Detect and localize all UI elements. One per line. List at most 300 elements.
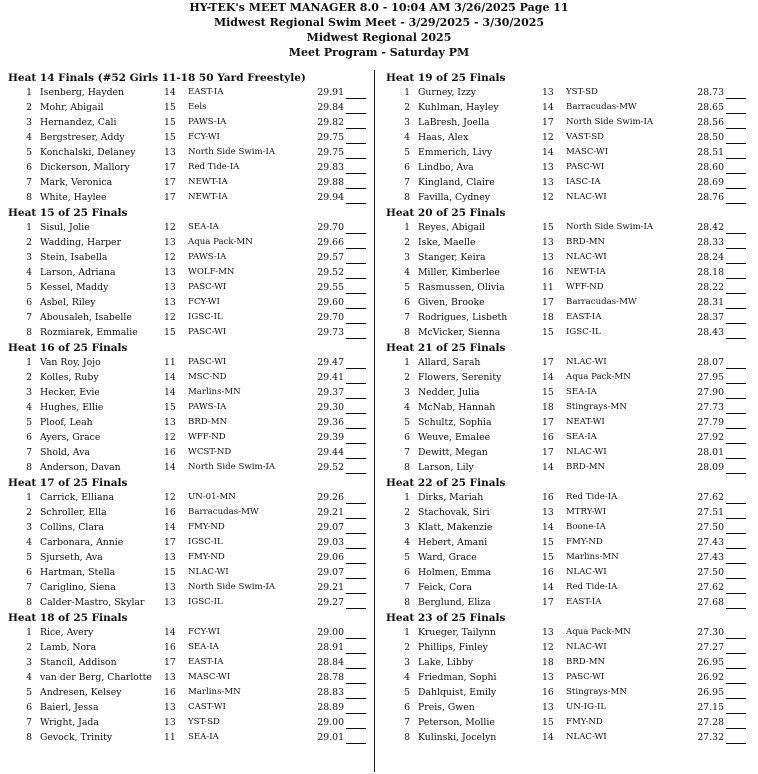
final-time-blank bbox=[346, 278, 366, 279]
lane-number: 8 bbox=[26, 732, 32, 743]
swimmer-name: Hartman, Stella bbox=[40, 567, 116, 578]
swimmer-name: Sisul, Jolie bbox=[40, 222, 90, 233]
team-name: Marlins-MN bbox=[566, 552, 619, 562]
swimmer-age: 13 bbox=[542, 177, 554, 188]
swimmer-age: 13 bbox=[164, 582, 176, 593]
entry-row bbox=[386, 417, 756, 432]
seed-time: 29.66 bbox=[317, 237, 344, 248]
swimmer-name: Peterson, Mollie bbox=[418, 717, 495, 728]
swimmer-age: 14 bbox=[164, 462, 176, 473]
swimmer-name: Asbel, Riley bbox=[40, 297, 96, 308]
seed-time: 27.51 bbox=[697, 507, 724, 518]
right-column bbox=[386, 72, 756, 747]
swimmer-name: Mohr, Abigail bbox=[40, 102, 104, 113]
entry-row bbox=[8, 162, 370, 177]
entry-row bbox=[386, 192, 756, 207]
seed-time: 29.27 bbox=[317, 597, 344, 608]
team-name: North Side Swim-IA bbox=[566, 222, 654, 232]
seed-time: 28.18 bbox=[697, 267, 724, 278]
swimmer-name: Sjurseth, Ava bbox=[40, 552, 103, 563]
swimmer-age: 14 bbox=[164, 387, 176, 398]
swimmer-name: Dickerson, Mallory bbox=[40, 162, 130, 173]
lane-number: 8 bbox=[26, 192, 32, 203]
entry-row bbox=[386, 357, 756, 372]
seed-time: 27.79 bbox=[697, 417, 724, 428]
final-time-blank bbox=[346, 563, 366, 564]
swimmer-age: 13 bbox=[542, 507, 554, 518]
seed-time: 27.68 bbox=[697, 597, 724, 608]
swimmer-name: Krueger, Tailynn bbox=[418, 627, 496, 638]
entry-row bbox=[8, 222, 370, 237]
final-time-blank bbox=[346, 518, 366, 519]
entry-row bbox=[8, 252, 370, 267]
lane-number: 4 bbox=[26, 267, 32, 278]
seed-time: 28.51 bbox=[697, 147, 724, 158]
final-time-blank bbox=[346, 188, 366, 189]
final-time-blank bbox=[726, 713, 746, 714]
final-time-blank bbox=[726, 578, 746, 579]
swimmer-age: 17 bbox=[164, 192, 176, 203]
team-name: IASC-IA bbox=[566, 177, 601, 187]
lane-number: 3 bbox=[26, 657, 32, 668]
swimmer-name: Holmen, Emma bbox=[418, 567, 491, 578]
final-time-blank bbox=[726, 593, 746, 594]
entry-row bbox=[8, 357, 370, 372]
swimmer-name: Ayers, Grace bbox=[40, 432, 101, 443]
seed-time: 29.94 bbox=[317, 192, 344, 203]
seed-time: 29.83 bbox=[317, 162, 344, 173]
swimmer-age: 12 bbox=[542, 642, 554, 653]
final-time-blank bbox=[346, 638, 366, 639]
swimmer-age: 17 bbox=[164, 657, 176, 668]
final-time-blank bbox=[346, 473, 366, 474]
lane-number: 2 bbox=[26, 642, 32, 653]
seed-time: 27.32 bbox=[697, 732, 724, 743]
swimmer-age: 14 bbox=[164, 627, 176, 638]
team-name: NEAT-WI bbox=[566, 417, 605, 427]
swimmer-name: Dahlquist, Emily bbox=[418, 687, 497, 698]
swimmer-age: 13 bbox=[542, 237, 554, 248]
seed-time: 27.62 bbox=[697, 582, 724, 593]
team-name: North Side Swim-IA bbox=[188, 147, 276, 157]
final-time-blank bbox=[726, 233, 746, 234]
lane-number: 7 bbox=[26, 177, 32, 188]
swimmer-name: Berglund, Eliza bbox=[418, 597, 491, 608]
final-time-blank bbox=[346, 398, 366, 399]
swimmer-age: 13 bbox=[164, 672, 176, 683]
swimmer-age: 12 bbox=[164, 492, 176, 503]
team-name: UN-01-MN bbox=[188, 492, 236, 502]
lane-number: 5 bbox=[404, 687, 410, 698]
entry-row bbox=[8, 402, 370, 417]
team-name: FMY-ND bbox=[188, 552, 225, 562]
seed-time: 29.30 bbox=[317, 402, 344, 413]
entry-row bbox=[8, 567, 370, 582]
lane-number: 4 bbox=[26, 132, 32, 143]
meet-title: Midwest Regional Swim Meet - 3/29/2025 - 3/30/2025 bbox=[213, 16, 545, 29]
swimmer-name: Rice, Avery bbox=[40, 627, 94, 638]
swimmer-name: Stanger, Keira bbox=[418, 252, 486, 263]
seed-time: 27.73 bbox=[697, 402, 724, 413]
seed-time: 29.41 bbox=[317, 372, 344, 383]
swimmer-age: 13 bbox=[542, 702, 554, 713]
lane-number: 1 bbox=[26, 87, 32, 98]
seed-time: 28.60 bbox=[697, 162, 724, 173]
seed-time: 27.90 bbox=[697, 387, 724, 398]
swimmer-age: 13 bbox=[542, 672, 554, 683]
team-name: NLAC-WI bbox=[566, 567, 607, 577]
seed-time: 28.73 bbox=[697, 87, 724, 98]
swimmer-name: Rodrigues, Lisbeth bbox=[418, 312, 508, 323]
final-time-blank bbox=[346, 413, 366, 414]
swimmer-age: 16 bbox=[542, 492, 554, 503]
lane-number: 1 bbox=[26, 492, 32, 503]
team-name: MTRY-WI bbox=[566, 507, 607, 517]
swimmer-age: 11 bbox=[542, 282, 554, 293]
swimmer-age: 15 bbox=[542, 222, 554, 233]
swimmer-name: Kingland, Claire bbox=[418, 177, 495, 188]
final-time-blank bbox=[726, 143, 746, 144]
final-time-blank bbox=[726, 413, 746, 414]
entry-row bbox=[8, 702, 370, 717]
swimmer-age: 11 bbox=[164, 357, 176, 368]
team-name: Stingrays-MN bbox=[566, 402, 627, 412]
swimmer-name: Schultz, Sophia bbox=[418, 417, 492, 428]
seed-time: 28.56 bbox=[697, 117, 724, 128]
entry-row bbox=[8, 267, 370, 282]
swimmer-name: Weuve, Emalee bbox=[418, 432, 491, 443]
swimmer-name: Van Roy, Jojo bbox=[40, 357, 101, 368]
swimmer-name: Shold, Ava bbox=[40, 447, 90, 458]
swimmer-age: 13 bbox=[164, 282, 176, 293]
heat-block bbox=[8, 72, 370, 207]
swimmer-name: Rasmussen, Olivia bbox=[418, 282, 505, 293]
entry-row bbox=[386, 222, 756, 237]
lane-number: 5 bbox=[26, 552, 32, 563]
entry-row bbox=[386, 552, 756, 567]
final-time-blank bbox=[726, 503, 746, 504]
lane-number: 5 bbox=[26, 417, 32, 428]
swimmer-name: Ward, Grace bbox=[418, 552, 477, 563]
seed-time: 29.36 bbox=[317, 417, 344, 428]
team-name: Aqua Pack-MN bbox=[188, 237, 253, 247]
seed-time: 26.95 bbox=[697, 687, 724, 698]
final-time-blank bbox=[726, 173, 746, 174]
entry-row bbox=[8, 282, 370, 297]
team-name: FCY-WI bbox=[188, 132, 220, 142]
swimmer-age: 15 bbox=[542, 537, 554, 548]
heat-title: Heat 20 of 25 Finals bbox=[386, 207, 506, 219]
seed-time: 28.22 bbox=[697, 282, 724, 293]
lane-number: 1 bbox=[404, 357, 410, 368]
team-name: PASC-WI bbox=[566, 162, 605, 172]
swimmer-age: 14 bbox=[542, 102, 554, 113]
lane-number: 4 bbox=[26, 672, 32, 683]
team-name: Aqua Pack-MN bbox=[566, 627, 631, 637]
swimmer-name: Haas, Alex bbox=[418, 132, 469, 143]
entry-row bbox=[386, 102, 756, 117]
final-time-blank bbox=[726, 728, 746, 729]
swimmer-name: Abousaleh, Isabelle bbox=[40, 312, 132, 323]
swimmer-name: White, Haylee bbox=[40, 192, 107, 203]
swimmer-name: McNab, Hannah bbox=[418, 402, 496, 413]
swimmer-age: 12 bbox=[542, 132, 554, 143]
swimmer-name: Collins, Clara bbox=[40, 522, 104, 533]
final-time-blank bbox=[346, 533, 366, 534]
team-name: EAST-IA bbox=[566, 597, 602, 607]
entry-row bbox=[386, 237, 756, 252]
swimmer-name: Lamb, Nora bbox=[40, 642, 97, 653]
seed-time: 29.91 bbox=[317, 87, 344, 98]
lane-number: 3 bbox=[404, 657, 410, 668]
entry-row bbox=[8, 102, 370, 117]
entry-row bbox=[386, 147, 756, 162]
swimmer-name: Konchalski, Delaney bbox=[40, 147, 136, 158]
seed-time: 28.65 bbox=[697, 102, 724, 113]
swimmer-name: Hernandez, Cali bbox=[40, 117, 117, 128]
swimmer-name: Hecker, Evie bbox=[40, 387, 100, 398]
seed-time: 26.92 bbox=[697, 672, 724, 683]
team-name: North Side Swim-IA bbox=[188, 582, 276, 592]
team-name: WCST-ND bbox=[188, 447, 232, 457]
final-time-blank bbox=[726, 263, 746, 264]
entry-row bbox=[386, 642, 756, 657]
swimmer-name: Cariglino, Siena bbox=[40, 582, 116, 593]
swimmer-name: Stancil, Addison bbox=[40, 657, 117, 668]
swimmer-age: 11 bbox=[164, 732, 176, 743]
entry-row bbox=[386, 282, 756, 297]
team-name: Red Tide-IA bbox=[188, 162, 240, 172]
final-time-blank bbox=[726, 323, 746, 324]
heat-block bbox=[386, 612, 756, 747]
swimmer-age: 15 bbox=[164, 567, 176, 578]
final-time-blank bbox=[726, 608, 746, 609]
entry-row bbox=[386, 432, 756, 447]
team-name: NEWT-IA bbox=[188, 192, 228, 202]
swimmer-name: Mark, Veronica bbox=[40, 177, 113, 188]
swimmer-age: 17 bbox=[164, 537, 176, 548]
swimmer-name: Calder-Mastro, Skylar bbox=[40, 597, 145, 608]
entry-row bbox=[386, 132, 756, 147]
final-time-blank bbox=[726, 203, 746, 204]
team-name: SEA-IA bbox=[188, 642, 219, 652]
swimmer-age: 17 bbox=[542, 357, 554, 368]
lane-number: 3 bbox=[404, 522, 410, 533]
left-column bbox=[8, 72, 370, 747]
entry-row bbox=[386, 567, 756, 582]
team-name: NLAC-WI bbox=[566, 192, 607, 202]
swimmer-age: 12 bbox=[164, 252, 176, 263]
swimmer-age: 14 bbox=[542, 582, 554, 593]
swimmer-name: Klatt, Makenzie bbox=[418, 522, 493, 533]
swimmer-name: Dewitt, Megan bbox=[418, 447, 488, 458]
team-name: BRD-MN bbox=[566, 237, 606, 247]
entry-row bbox=[8, 492, 370, 507]
swimmer-age: 15 bbox=[164, 402, 176, 413]
entry-row bbox=[386, 297, 756, 312]
swimmer-name: van der Berg, Charlotte bbox=[40, 672, 152, 683]
entry-row bbox=[8, 147, 370, 162]
swimmer-name: Emmerich, Livy bbox=[418, 147, 493, 158]
seed-time: 28.07 bbox=[697, 357, 724, 368]
team-name: PASC-WI bbox=[188, 357, 227, 367]
entry-row bbox=[8, 687, 370, 702]
team-name: FMY-ND bbox=[566, 717, 603, 727]
seed-time: 27.50 bbox=[697, 522, 724, 533]
swimmer-age: 18 bbox=[542, 402, 554, 413]
entry-row bbox=[8, 87, 370, 102]
swimmer-name: Larson, Lily bbox=[418, 462, 474, 473]
seed-time: 29.07 bbox=[317, 567, 344, 578]
swimmer-age: 16 bbox=[542, 267, 554, 278]
final-time-blank bbox=[346, 113, 366, 114]
final-time-blank bbox=[346, 128, 366, 129]
lane-number: 6 bbox=[26, 567, 32, 578]
entry-row bbox=[8, 297, 370, 312]
final-time-blank bbox=[346, 653, 366, 654]
team-name: PAWS-IA bbox=[188, 252, 227, 262]
lane-number: 4 bbox=[404, 537, 410, 548]
team-name: MASC-WI bbox=[188, 672, 231, 682]
seed-time: 28.69 bbox=[697, 177, 724, 188]
team-name: Marlins-MN bbox=[188, 687, 241, 697]
entry-row bbox=[8, 237, 370, 252]
lane-number: 5 bbox=[26, 282, 32, 293]
swimmer-age: 15 bbox=[164, 132, 176, 143]
final-time-blank bbox=[726, 383, 746, 384]
entry-row bbox=[386, 732, 756, 747]
final-time-blank bbox=[726, 533, 746, 534]
final-time-blank bbox=[346, 668, 366, 669]
swimmer-age: 17 bbox=[542, 447, 554, 458]
final-time-blank bbox=[726, 98, 746, 99]
team-name: UN-IG-IL bbox=[566, 702, 607, 712]
final-time-blank bbox=[346, 683, 366, 684]
final-time-blank bbox=[726, 638, 746, 639]
lane-number: 1 bbox=[404, 492, 410, 503]
lane-number: 6 bbox=[26, 297, 32, 308]
lane-number: 8 bbox=[404, 462, 410, 473]
team-name: BRD-MN bbox=[188, 417, 228, 427]
entry-row bbox=[8, 627, 370, 642]
lane-number: 2 bbox=[26, 507, 32, 518]
team-name: CAST-WI bbox=[188, 702, 226, 712]
team-name: North Side Swim-IA bbox=[566, 117, 654, 127]
swimmer-age: 14 bbox=[542, 732, 554, 743]
final-time-blank bbox=[346, 713, 366, 714]
entry-row bbox=[8, 732, 370, 747]
swimmer-name: Feick, Cora bbox=[418, 582, 472, 593]
lane-number: 4 bbox=[404, 267, 410, 278]
team-name: NLAC-WI bbox=[566, 642, 607, 652]
entry-row bbox=[386, 687, 756, 702]
lane-number: 7 bbox=[404, 717, 410, 728]
lane-number: 5 bbox=[404, 417, 410, 428]
final-time-blank bbox=[346, 548, 366, 549]
swimmer-name: Bergstreser, Addy bbox=[40, 132, 125, 143]
swimmer-name: Baierl, Jessa bbox=[40, 702, 99, 713]
seed-time: 29.44 bbox=[317, 447, 344, 458]
swimmer-age: 16 bbox=[542, 567, 554, 578]
swimmer-name: Gevock, Trinity bbox=[40, 732, 113, 743]
team-name: Stingrays-MN bbox=[566, 687, 627, 697]
lane-number: 8 bbox=[404, 327, 410, 338]
swimmer-name: Nedder, Julia bbox=[418, 387, 480, 398]
swimmer-age: 13 bbox=[164, 267, 176, 278]
lane-number: 8 bbox=[404, 597, 410, 608]
lane-number: 2 bbox=[404, 102, 410, 113]
swimmer-name: Gurney, Izzy bbox=[418, 87, 476, 98]
entry-row bbox=[8, 462, 370, 477]
team-name: MASC-WI bbox=[566, 147, 609, 157]
lane-number: 2 bbox=[26, 372, 32, 383]
team-name: BRD-MN bbox=[566, 462, 606, 472]
team-name: EAST-IA bbox=[188, 657, 224, 667]
lane-number: 5 bbox=[404, 282, 410, 293]
entry-row bbox=[386, 582, 756, 597]
lane-number: 1 bbox=[26, 357, 32, 368]
lane-number: 1 bbox=[26, 627, 32, 638]
final-time-blank bbox=[726, 113, 746, 114]
entry-row bbox=[8, 417, 370, 432]
heat-block bbox=[386, 72, 756, 207]
swimmer-age: 15 bbox=[164, 117, 176, 128]
seed-time: 29.55 bbox=[317, 282, 344, 293]
team-name: SEA-IA bbox=[566, 387, 597, 397]
seed-time: 28.24 bbox=[697, 252, 724, 263]
seed-time: 27.95 bbox=[697, 372, 724, 383]
seed-time: 27.43 bbox=[697, 552, 724, 563]
swimmer-name: LaBresh, Joella bbox=[418, 117, 490, 128]
lane-number: 3 bbox=[26, 117, 32, 128]
entry-row bbox=[386, 507, 756, 522]
team-name: Red Tide-IA bbox=[566, 582, 618, 592]
entry-row bbox=[8, 582, 370, 597]
team-name: IGSC-IL bbox=[188, 537, 223, 547]
final-time-blank bbox=[726, 368, 746, 369]
lane-number: 4 bbox=[404, 132, 410, 143]
entry-row bbox=[386, 87, 756, 102]
team-name: VAST-SD bbox=[566, 132, 605, 142]
final-time-blank bbox=[726, 278, 746, 279]
entry-row bbox=[386, 387, 756, 402]
team-name: FCY-WI bbox=[188, 627, 220, 637]
final-time-blank bbox=[726, 293, 746, 294]
entry-row bbox=[386, 312, 756, 327]
swimmer-name: McVicker, Sienna bbox=[418, 327, 501, 338]
seed-time: 28.50 bbox=[697, 132, 724, 143]
lane-number: 3 bbox=[404, 117, 410, 128]
swimmer-name: Larson, Adriana bbox=[40, 267, 116, 278]
lane-number: 5 bbox=[26, 687, 32, 698]
entry-row bbox=[386, 702, 756, 717]
swimmer-age: 16 bbox=[164, 447, 176, 458]
swimmer-age: 16 bbox=[164, 642, 176, 653]
seed-time: 29.00 bbox=[317, 627, 344, 638]
entry-row bbox=[386, 267, 756, 282]
entry-row bbox=[8, 642, 370, 657]
seed-time: 28.31 bbox=[697, 297, 724, 308]
swimmer-name: Wright, Jada bbox=[40, 717, 99, 728]
swimmer-name: Favilla, Cydney bbox=[418, 192, 491, 203]
final-time-blank bbox=[726, 158, 746, 159]
final-time-blank bbox=[346, 98, 366, 99]
swimmer-age: 16 bbox=[542, 432, 554, 443]
final-time-blank bbox=[726, 338, 746, 339]
entry-row bbox=[8, 507, 370, 522]
entry-row bbox=[8, 447, 370, 462]
seed-time: 27.50 bbox=[697, 567, 724, 578]
